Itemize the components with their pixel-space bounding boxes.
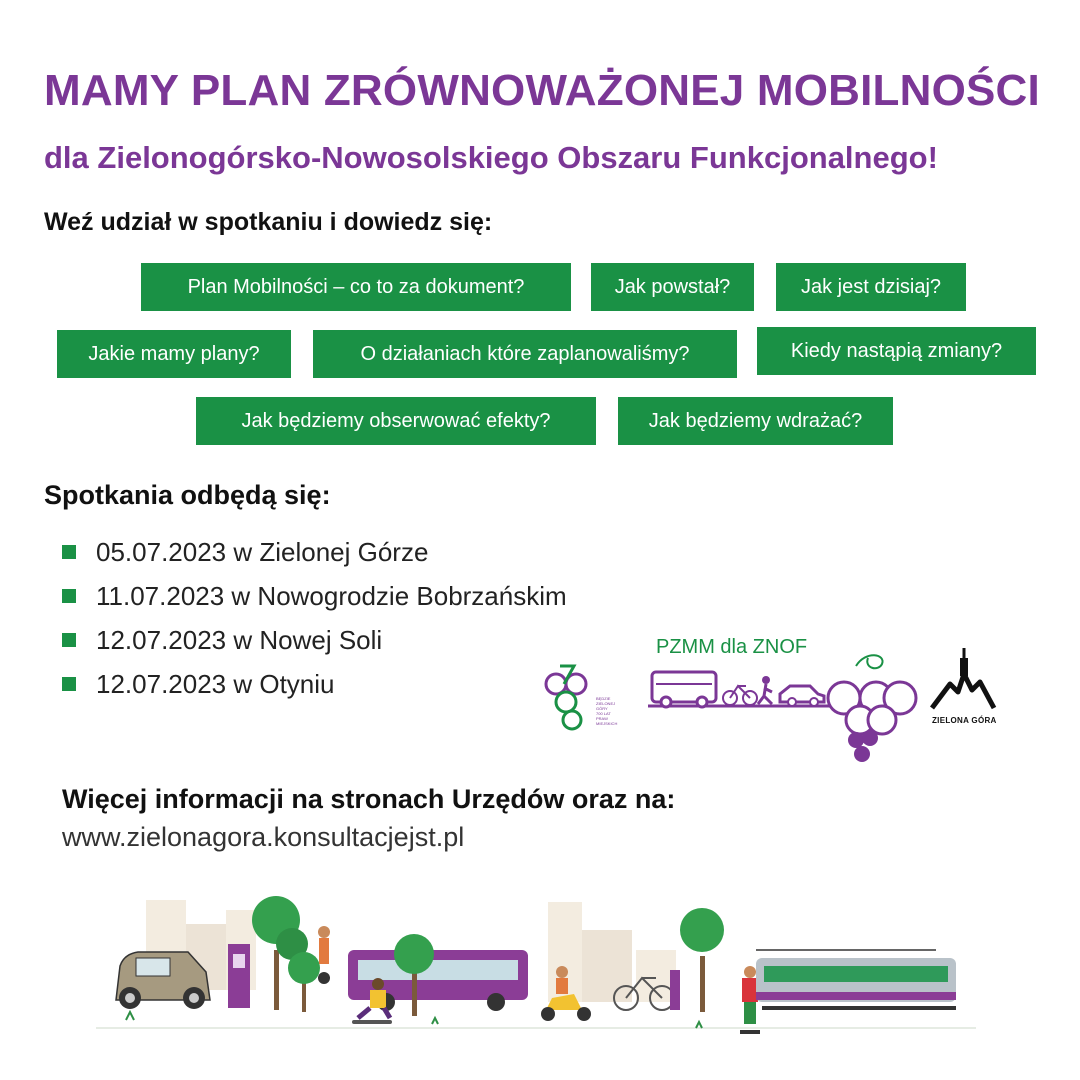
zielona-gora-logo [928, 646, 998, 710]
anniversary-line: PRAW MIEJSKICH [596, 716, 618, 726]
page-subtitle: dla Zielonogórsko-Nowosolskiego Obszaru Funkcjonalnego! [44, 140, 938, 175]
topic-box-changes: Kiedy nastąpią zmiany? [757, 327, 1036, 375]
meeting-text: 11.07.2023 w Nowogrodzie Bobrzańskim [96, 581, 567, 611]
city-mobility-illustration [96, 880, 976, 1050]
meeting-text: 12.07.2023 w Nowej Soli [96, 625, 383, 655]
page-title: MAMY PLAN ZRÓWNOWAŻONEJ MOBILNOŚCI [44, 66, 1040, 115]
topic-box-today: Jak jest dzisiaj? [776, 263, 966, 311]
meeting-item [60, 662, 567, 706]
intro-heading: Weź udział w spotkaniu i dowiedz się: [44, 208, 493, 236]
meeting-item [60, 574, 567, 618]
topic-box-origin: Jak powstał? [591, 263, 754, 311]
topic-box-plans: Jakie mamy plany? [57, 330, 291, 378]
pzmm-logo-text: PZMM dla ZNOF [656, 636, 808, 658]
meeting-text: 05.07.2023 w Zielonej Górze [96, 537, 429, 567]
bullet-square-icon [62, 589, 76, 603]
meeting-item [60, 618, 567, 662]
topic-box-implementation: Jak będziemy wdrażać? [618, 397, 893, 445]
anniversary-logo [542, 662, 622, 732]
meeting-text: 12.07.2023 w Otyniu [96, 669, 335, 699]
topic-box-actions: O działaniach które zaplanowaliśmy? [313, 330, 737, 378]
meetings-list [60, 530, 567, 706]
bullet-square-icon [62, 677, 76, 691]
pzmm-logo [646, 640, 920, 764]
mobility-grape-icon [646, 640, 920, 764]
more-info-url[interactable]: www.zielonagora.konsultacjejst.pl [62, 822, 465, 852]
topic-box-effects: Jak będziemy obserwować efekty? [196, 397, 596, 445]
anniversary-line: 700 LAT [596, 711, 611, 716]
meetings-heading: Spotkania odbędą się: [44, 480, 331, 510]
bullet-square-icon [62, 545, 76, 559]
more-info-heading: Więcej informacji na stronach Urzędów oraz na: [62, 784, 676, 814]
topic-box-document: Plan Mobilności – co to za dokument? [141, 263, 571, 311]
meeting-item [60, 530, 567, 574]
zielona-gora-logo-text: ZIELONA GÓRA [932, 716, 997, 725]
bullet-square-icon [62, 633, 76, 647]
city-transport-illustration-icon [96, 880, 976, 1050]
city-crest-icon [928, 646, 998, 710]
anniversary-line: BĘDZIE ZIELONEJ GÓRY [596, 696, 616, 711]
